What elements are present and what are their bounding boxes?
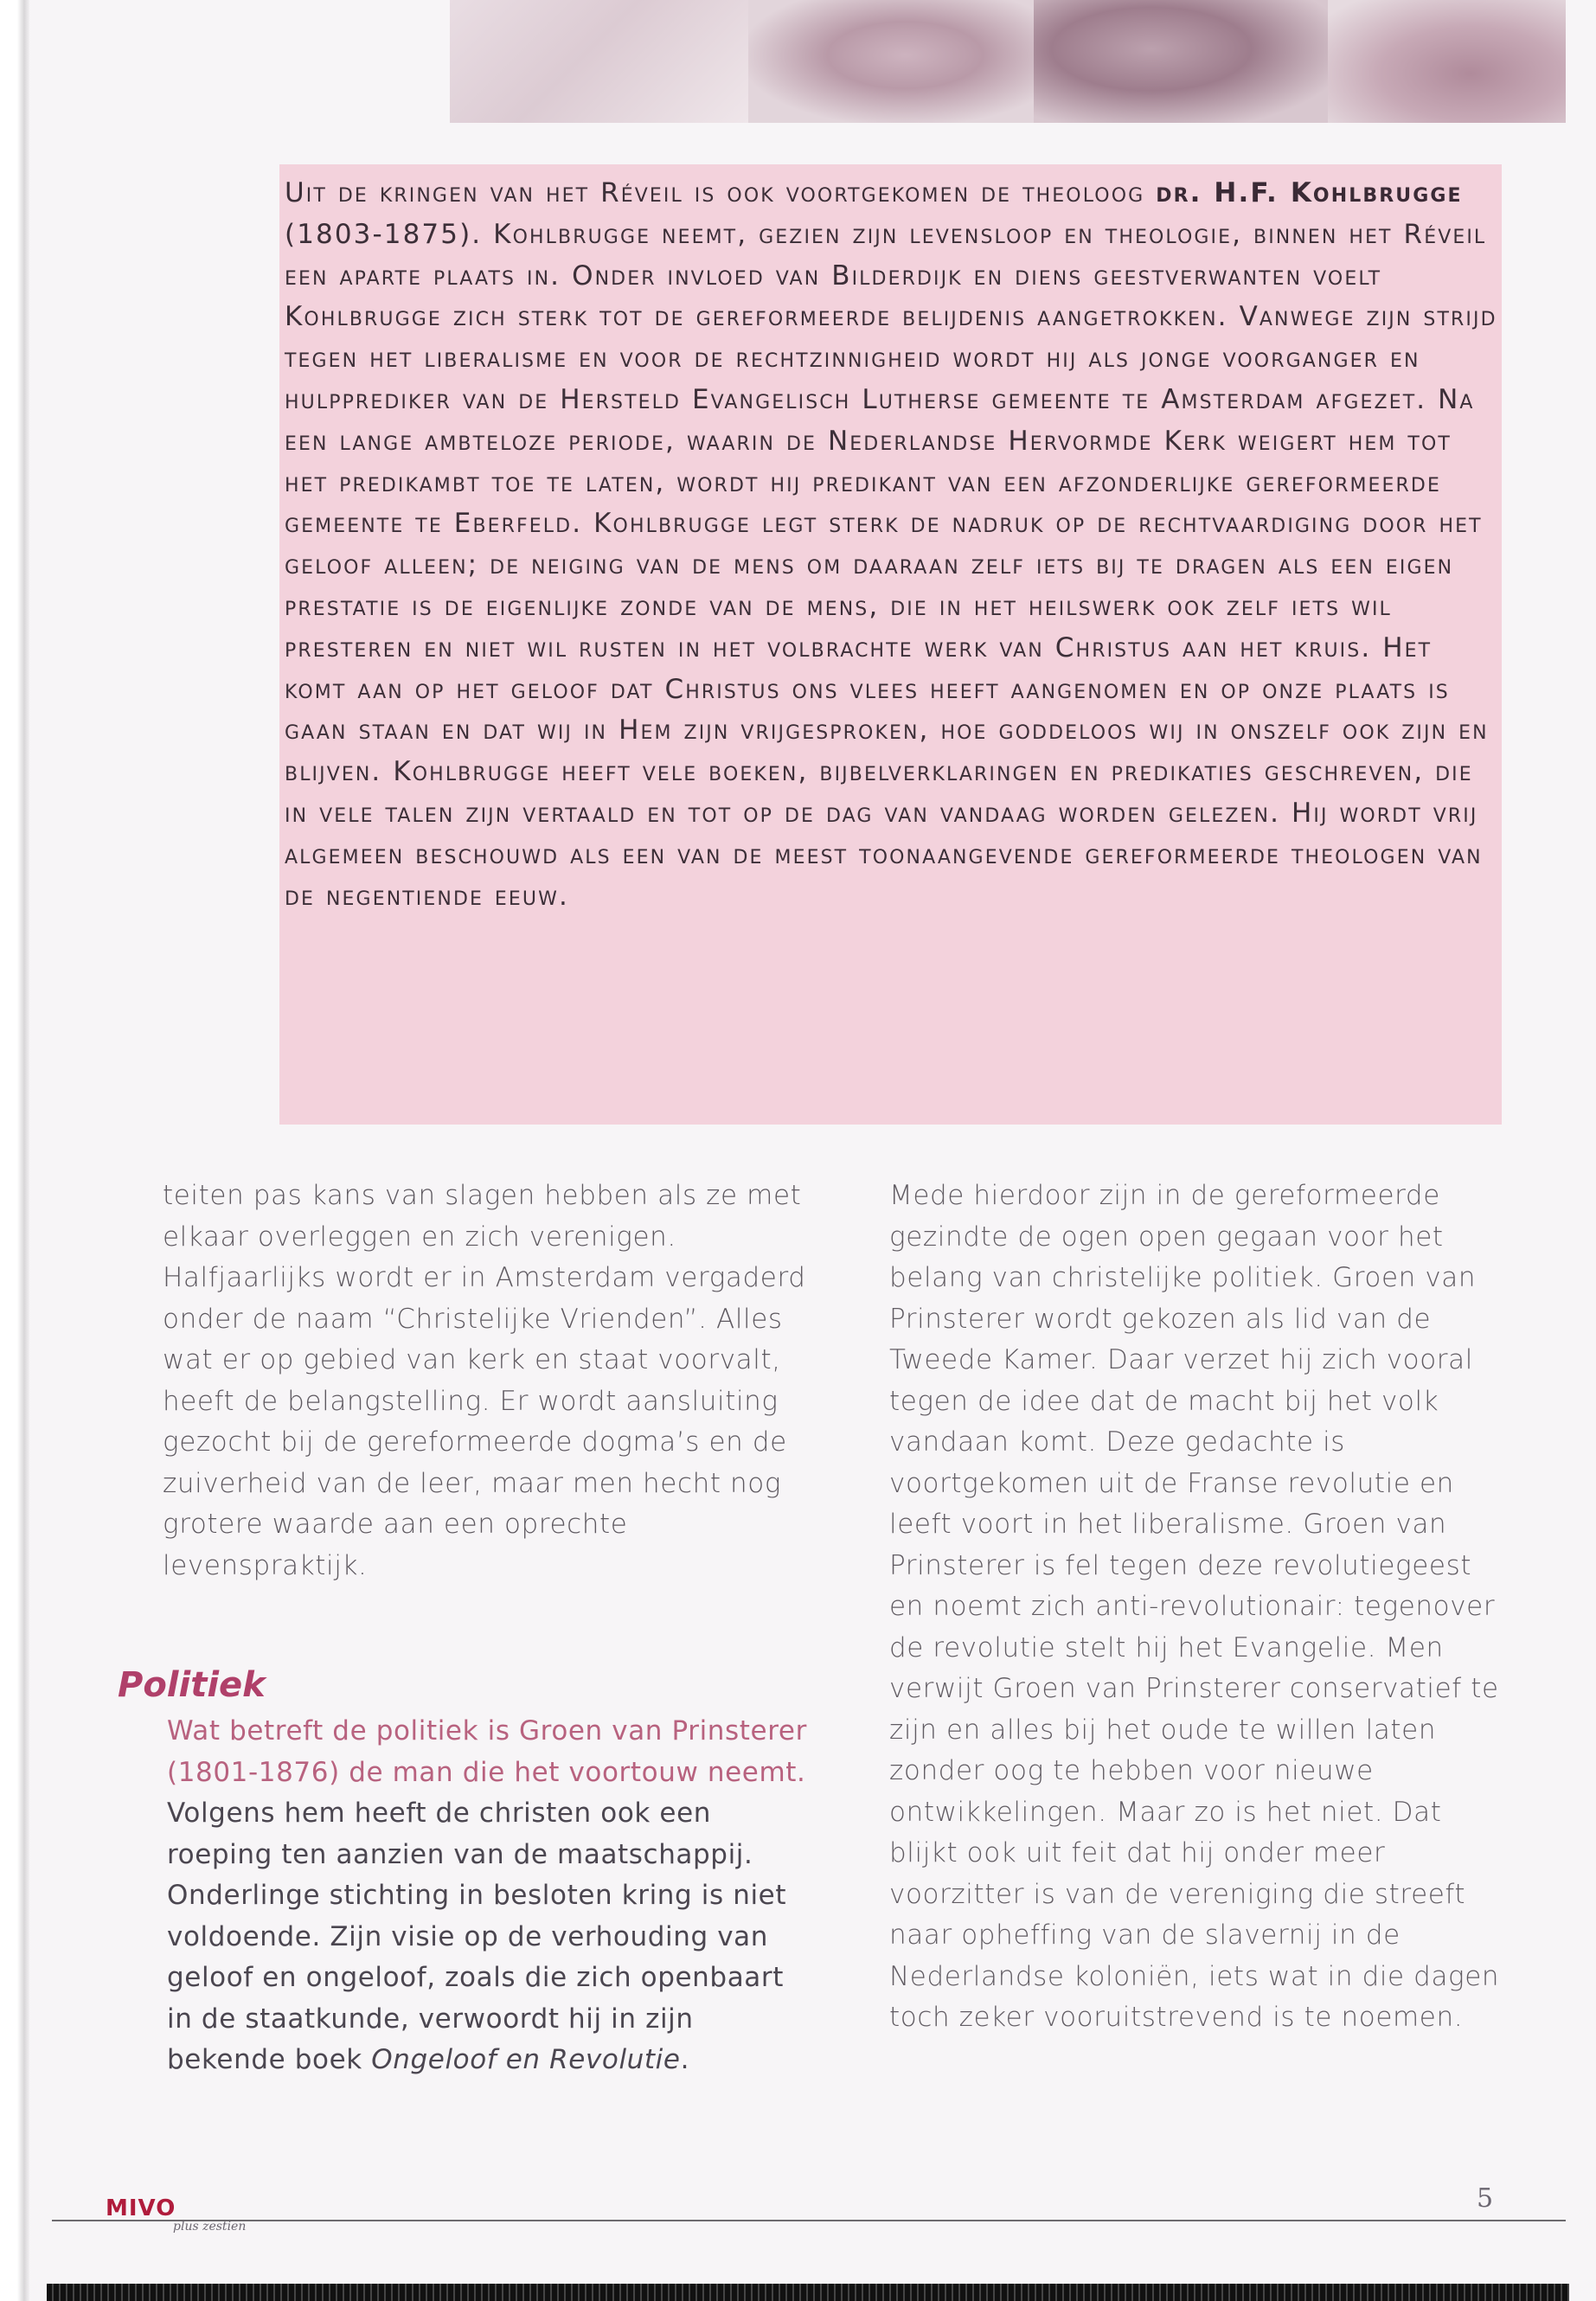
page-edge bbox=[0, 0, 29, 2301]
magazine-logo: MIVO bbox=[106, 2195, 176, 2221]
politiek-lead: Wat betreft de politiek is Groen van Prinsterer (1801-1876) de man die het voortouw neemt. bbox=[167, 1715, 807, 1788]
politiek-paragraph bbox=[167, 1711, 807, 2081]
header-photo bbox=[748, 0, 1034, 123]
bottom-scan-bar bbox=[47, 2284, 1569, 2301]
header-photo bbox=[1034, 0, 1328, 123]
politiek-end: . bbox=[680, 2044, 690, 2075]
section-heading-politiek: Politiek bbox=[118, 1665, 266, 1705]
right-column-paragraph: Mede hierdoor zijn in de gereformeerde gezindte de ogen open gegaan voor het belang van christelijke politiek. Groen van Prinsterer wordt gekozen als lid van de Tweede Kamer. Daar verzet hij zich vooral tegen de idee dat de macht bij het volk vandaan komt. Deze gedachte is voortgekomen uit de Franse revolutie en leeft voort in het liberalisme. Groen van Prinsterer is fel tegen deze revolutiegeest en noemt zich anti-revolutionair: tegenover de revolutie stelt hij het Evangelie. Men verwijt Groen van Prinsterer conservatief te zijn en alles bij het oude te willen laten zonder oog te hebben voor nieuwe ontwikkelingen. Maar zo is het niet. Dat blijkt ook uit feit dat hij onder meer voorzitter is van de vereniging die streeft naar opheffing van de slavernij in de Nederlandse koloniën, iets wat in die dagen toch zeker vooruitstrevend is te noemen. bbox=[889, 1180, 1500, 2033]
callout-text bbox=[285, 173, 1502, 917]
magazine-logo-subtitle: plus zestien bbox=[173, 2220, 247, 2234]
right-column bbox=[889, 1176, 1512, 2039]
politiek-body: Volgens hem heeft de christen ook een roeping ten aanzien van de maatschappij. Onderlinge stichting in besloten kring is niet voldoende. Zijn visie op de verhouding van geloof en ongeloof, zoals die zich openbaart in de staatkunde, verwoordt hij in zijn bekende boek bbox=[167, 1798, 787, 2075]
header-photo bbox=[1328, 0, 1566, 123]
callout-body: (1803-1875). Kohlbrugge neemt, gezien zijn levensloop en theologie, binnen het Réveil een aparte plaats in. Onder invloed van Bilderdijk en diens geestverwanten voelt Kohlbrugge zich sterk tot de gereformeerde belijdenis aangetrokken. Vanwege zijn strijd tegen het liberalisme en voor de rechtzinnigheid wordt hij als jonge voorganger en hulpprediker van de Hersteld Evangelisch Lutherse gemeente te Amsterdam afgezet. Na een lange ambteloze periode, waarin de Nederlandse Hervormde Kerk weigert hem tot het predikambt toe te laten, wordt hij predikant van een afzonderlijke gereformeerde gemeente te Eberfeld. Kohlbrugge legt sterk de nadruk op de rechtvaardiging door het geloof alleen; de neiging van de mens om daaraan zelf iets bij te dragen als een eigen prestatie is de eigenlijke zonde van de mens, die in het heilswerk ook zelf iets wil presteren en niet wil rusten in het volbrachte werk van Christus aan het kruis. Het komt aan op het geloof dat Christus ons vlees heeft aangenomen en op onze plaats is gaan staan en dat wij in Hem zijn vrijgesproken, hoe goddeloos wij in onszelf ook zijn en blijven. Kohlbrugge heeft vele boeken, bijbelverklaringen en predikaties geschreven, die in vele talen zijn vertaald en tot op de dag van vandaag worden gelezen. Hij wordt vrij algemeen beschouwd als een van de meest toonaangevende gereformeerde theologen van de negentiende eeuw. bbox=[285, 218, 1497, 912]
footer-rule bbox=[52, 2220, 1566, 2221]
header-photo-strip bbox=[450, 0, 1566, 123]
page-number: 5 bbox=[1477, 2183, 1494, 2214]
left-column-paragraph: teiten pas kans van slagen hebben als ze met elkaar overleggen en zich verenigen. Halfjaarlijks wordt er in Amsterdam vergaderd onder de naam “Christelijke Vrienden”. Alles wat er op gebied van kerk en staat voorvalt, heeft de belangstelling. Er wordt aansluiting gezocht bij de gereformeerde dogma’s en de zuiverheid van de leer, maar men hecht nog grotere waarde aan een oprechte levenspraktijk. bbox=[163, 1180, 806, 1581]
kohlbrugge-callout-box bbox=[279, 164, 1502, 1125]
left-column bbox=[163, 1176, 820, 1586]
book-title: Ongeloof en Revolutie bbox=[371, 2044, 681, 2075]
callout-name: dr. H.F. Kohlbrugge bbox=[1156, 177, 1463, 208]
callout-intro: Uit de kringen van het Réveil is ook voortgekomen de theoloog bbox=[285, 177, 1157, 208]
header-photo bbox=[450, 0, 748, 123]
